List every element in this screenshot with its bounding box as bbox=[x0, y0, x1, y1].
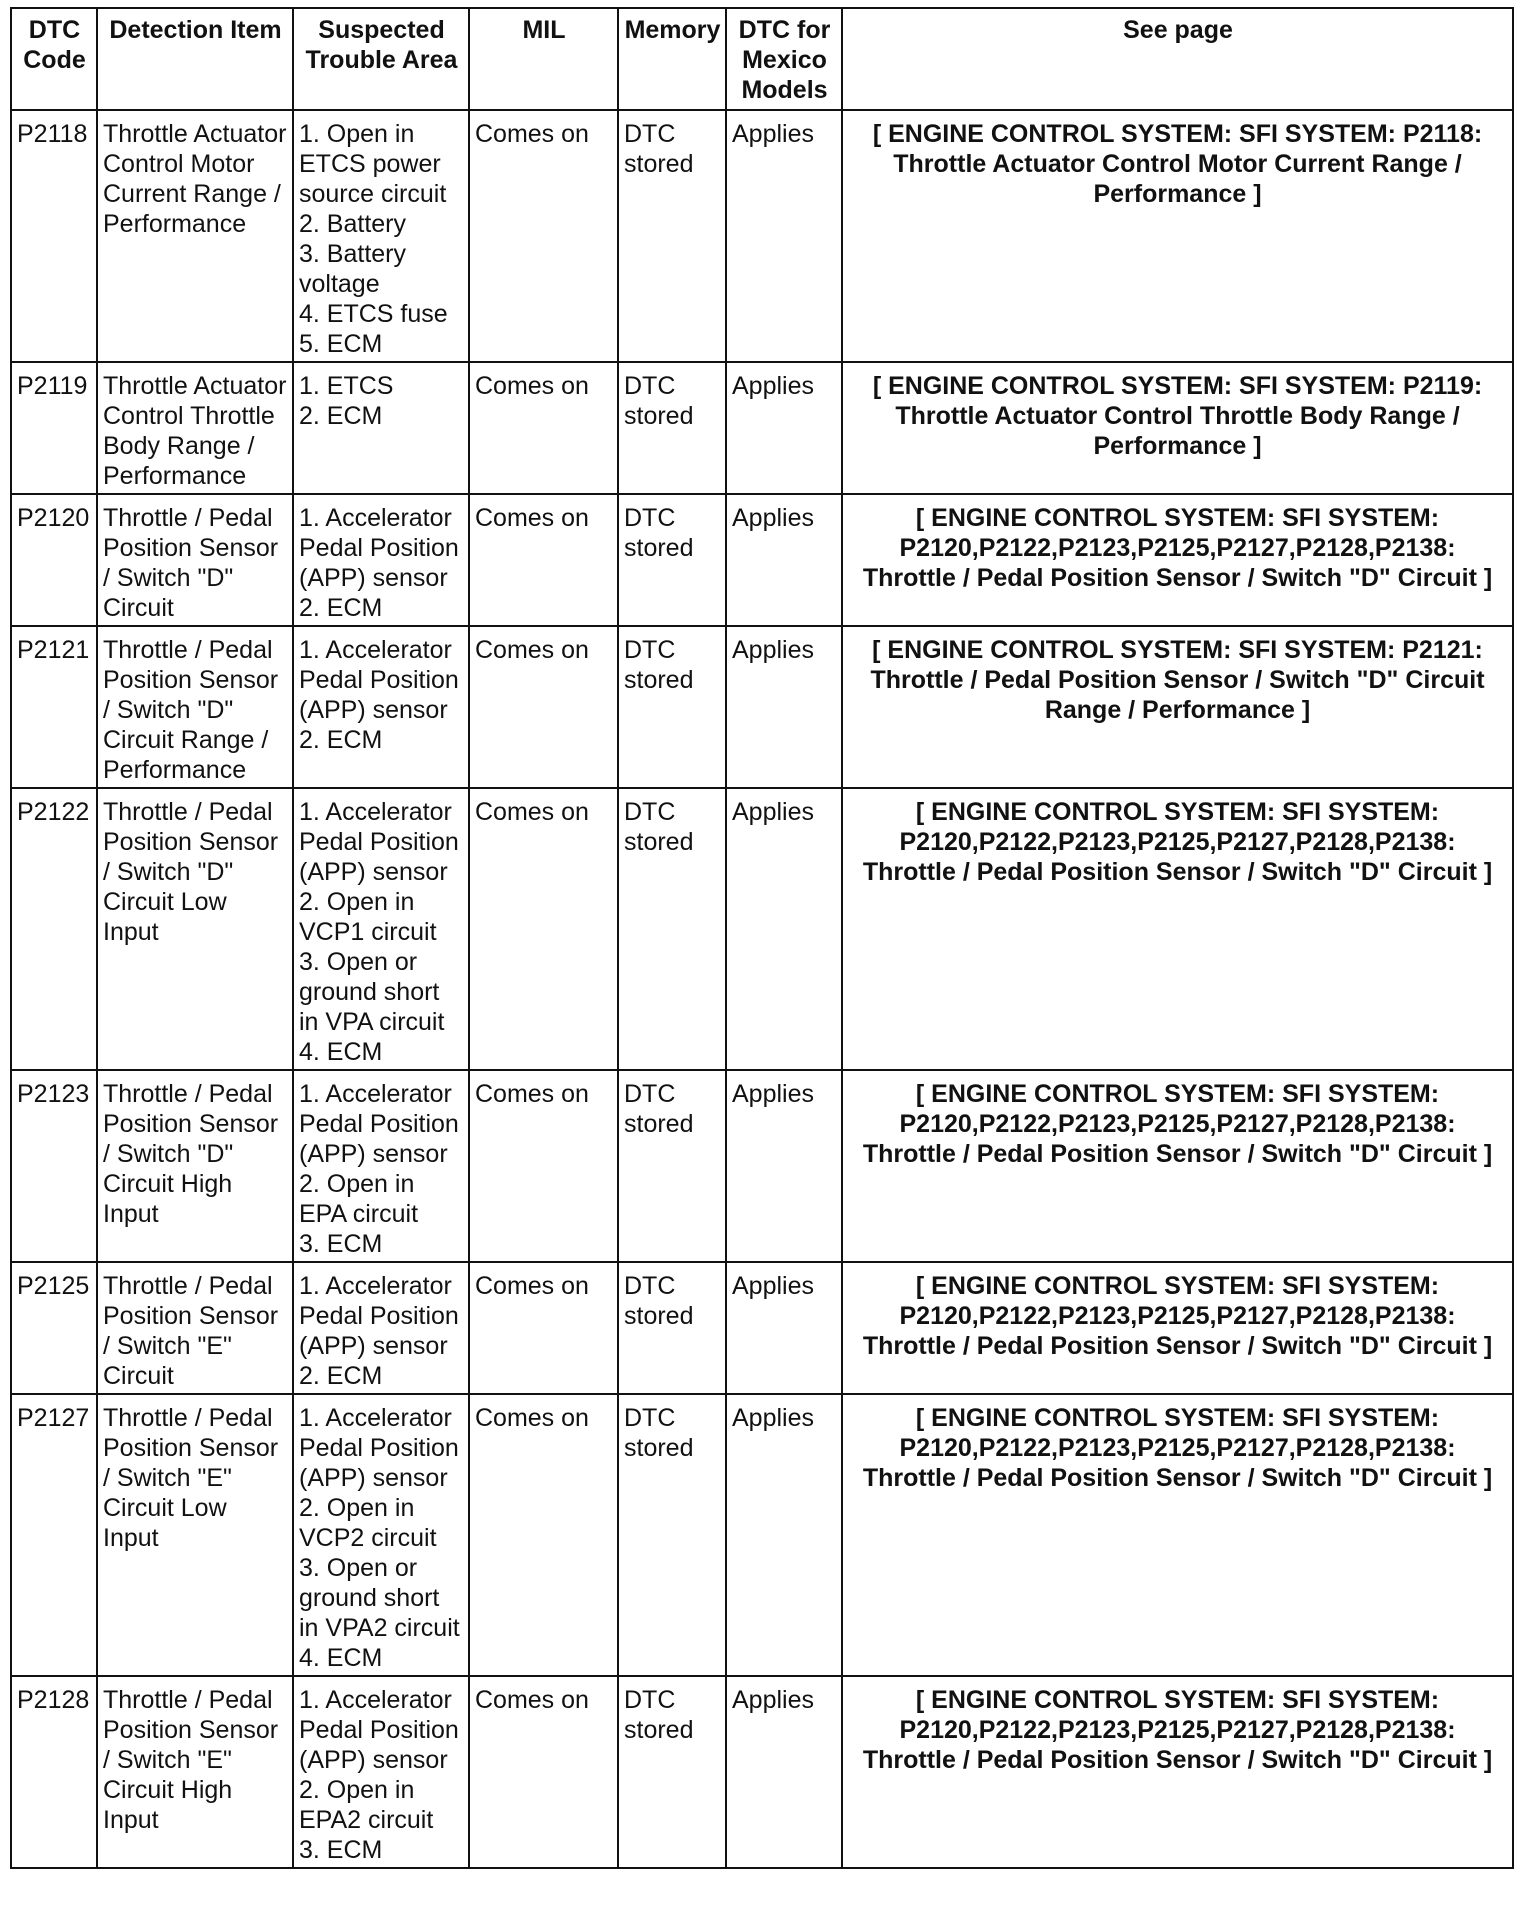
mil-cell: Comes on bbox=[469, 494, 618, 626]
mil-cell: Comes on bbox=[469, 788, 618, 1070]
trouble-area-line: 2. Open in VCP2 circuit bbox=[299, 1494, 437, 1552]
header-detection-item: Detection Item bbox=[97, 8, 293, 110]
see-page-cell bbox=[842, 788, 1513, 1070]
table-row bbox=[11, 1394, 1513, 1676]
dtc-code-cell: P2121 bbox=[11, 626, 97, 788]
see-page-cell bbox=[842, 110, 1513, 362]
dtc-code-cell: P2125 bbox=[11, 1262, 97, 1394]
dtc-code-cell: P2128 bbox=[11, 1676, 97, 1868]
mil-cell: Comes on bbox=[469, 626, 618, 788]
see-page-cell bbox=[842, 362, 1513, 494]
mil-cell: Comes on bbox=[469, 110, 618, 362]
see-page-link[interactable]: [ ENGINE CONTROL SYSTEM: SFI SYSTEM: P2120,P2122,P2123,P2125,P2127,P2128,P2138: Throttle / Pedal Position Sensor / Switch "D" Circuit ] bbox=[862, 1404, 1493, 1492]
dtc-code-cell: P2127 bbox=[11, 1394, 97, 1676]
dtc-mexico-cell: Applies bbox=[726, 362, 842, 494]
suspected-trouble-area-cell bbox=[293, 110, 469, 362]
dtc-code-cell: P2122 bbox=[11, 788, 97, 1070]
dtc-code-cell: P2123 bbox=[11, 1070, 97, 1262]
see-page-link[interactable]: [ ENGINE CONTROL SYSTEM: SFI SYSTEM: P2118: Throttle Actuator Control Motor Current Range / Performance ] bbox=[872, 120, 1483, 208]
detection-item-cell: Throttle / Pedal Position Sensor / Switch "D" Circuit High Input bbox=[97, 1070, 293, 1262]
suspected-trouble-area-cell bbox=[293, 626, 469, 788]
header-dtc-mexico: DTC for Mexico Models bbox=[726, 8, 842, 110]
table-row bbox=[11, 1262, 1513, 1394]
trouble-area-line: 1. Accelerator Pedal Position (APP) sensor bbox=[299, 1272, 459, 1360]
see-page-cell bbox=[842, 626, 1513, 788]
dtc-mexico-cell: Applies bbox=[726, 110, 842, 362]
table-row bbox=[11, 1070, 1513, 1262]
trouble-area-line: 2. Open in EPA circuit bbox=[299, 1170, 419, 1228]
trouble-area-line: 3. ECM bbox=[299, 1230, 383, 1258]
memory-cell: DTC stored bbox=[618, 1676, 726, 1868]
memory-cell: DTC stored bbox=[618, 494, 726, 626]
suspected-trouble-area-cell bbox=[293, 1262, 469, 1394]
suspected-trouble-area-cell bbox=[293, 1394, 469, 1676]
suspected-trouble-area-cell bbox=[293, 1676, 469, 1868]
see-page-link[interactable]: [ ENGINE CONTROL SYSTEM: SFI SYSTEM: P2120,P2122,P2123,P2125,P2127,P2128,P2138: Throttle / Pedal Position Sensor / Switch "D" Circuit ] bbox=[862, 1080, 1493, 1168]
dtc-code-cell: P2120 bbox=[11, 494, 97, 626]
trouble-area-line: 3. Open or ground short in VPA circuit bbox=[299, 948, 445, 1036]
dtc-table bbox=[10, 7, 1514, 1869]
trouble-area-line: 1. Accelerator Pedal Position (APP) sensor bbox=[299, 798, 459, 886]
see-page-link[interactable]: [ ENGINE CONTROL SYSTEM: SFI SYSTEM: P2121: Throttle / Pedal Position Sensor / Switch "D" Circuit Range / Performance ] bbox=[870, 636, 1485, 724]
detection-item-cell: Throttle / Pedal Position Sensor / Switch "D" Circuit Range / Performance bbox=[97, 626, 293, 788]
trouble-area-line: 3. Battery voltage bbox=[299, 240, 406, 298]
detection-item-cell: Throttle Actuator Control Motor Current Range / Performance bbox=[97, 110, 293, 362]
mil-cell: Comes on bbox=[469, 1262, 618, 1394]
see-page-link[interactable]: [ ENGINE CONTROL SYSTEM: SFI SYSTEM: P2120,P2122,P2123,P2125,P2127,P2128,P2138: Throttle / Pedal Position Sensor / Switch "D" Circuit ] bbox=[862, 1272, 1493, 1360]
dtc-mexico-cell: Applies bbox=[726, 1070, 842, 1262]
memory-cell: DTC stored bbox=[618, 362, 726, 494]
dtc-mexico-cell: Applies bbox=[726, 1262, 842, 1394]
see-page-link[interactable]: [ ENGINE CONTROL SYSTEM: SFI SYSTEM: P2120,P2122,P2123,P2125,P2127,P2128,P2138: Throttle / Pedal Position Sensor / Switch "D" Circuit ] bbox=[862, 504, 1493, 592]
see-page-cell bbox=[842, 1262, 1513, 1394]
dtc-mexico-cell: Applies bbox=[726, 494, 842, 626]
detection-item-cell: Throttle / Pedal Position Sensor / Switch "E" Circuit bbox=[97, 1262, 293, 1394]
trouble-area-line: 5. ECM bbox=[299, 330, 383, 358]
memory-cell: DTC stored bbox=[618, 1394, 726, 1676]
trouble-area-line: 2. ECM bbox=[299, 594, 383, 622]
see-page-link[interactable]: [ ENGINE CONTROL SYSTEM: SFI SYSTEM: P2119: Throttle Actuator Control Throttle Body Range / Performance ] bbox=[872, 372, 1483, 460]
header-suspected-trouble-area: Suspected Trouble Area bbox=[293, 8, 469, 110]
mil-cell: Comes on bbox=[469, 1394, 618, 1676]
table-row bbox=[11, 626, 1513, 788]
dtc-code-cell: P2119 bbox=[11, 362, 97, 494]
header-see-page: See page bbox=[842, 8, 1513, 110]
memory-cell: DTC stored bbox=[618, 788, 726, 1070]
dtc-mexico-cell: Applies bbox=[726, 1676, 842, 1868]
trouble-area-line: 1. Accelerator Pedal Position (APP) sensor bbox=[299, 636, 459, 724]
trouble-area-line: 2. ECM bbox=[299, 726, 383, 754]
mil-cell: Comes on bbox=[469, 1676, 618, 1868]
memory-cell: DTC stored bbox=[618, 1262, 726, 1394]
detection-item-cell: Throttle / Pedal Position Sensor / Switch "E" Circuit Low Input bbox=[97, 1394, 293, 1676]
suspected-trouble-area-cell bbox=[293, 494, 469, 626]
trouble-area-line: 2. Battery bbox=[299, 210, 406, 238]
see-page-link[interactable]: [ ENGINE CONTROL SYSTEM: SFI SYSTEM: P2120,P2122,P2123,P2125,P2127,P2128,P2138: Throttle / Pedal Position Sensor / Switch "D" Circuit ] bbox=[862, 798, 1493, 886]
header-dtc-code: DTC Code bbox=[11, 8, 97, 110]
dtc-mexico-cell: Applies bbox=[726, 788, 842, 1070]
trouble-area-line: 2. Open in VCP1 circuit bbox=[299, 888, 437, 946]
table-row bbox=[11, 110, 1513, 362]
table-row bbox=[11, 788, 1513, 1070]
trouble-area-line: 1. Accelerator Pedal Position (APP) sensor bbox=[299, 504, 459, 592]
detection-item-cell: Throttle Actuator Control Throttle Body Range / Performance bbox=[97, 362, 293, 494]
suspected-trouble-area-cell bbox=[293, 362, 469, 494]
see-page-cell bbox=[842, 494, 1513, 626]
trouble-area-line: 1. Accelerator Pedal Position (APP) sensor bbox=[299, 1080, 459, 1168]
memory-cell: DTC stored bbox=[618, 1070, 726, 1262]
memory-cell: DTC stored bbox=[618, 110, 726, 362]
trouble-area-line: 2. Open in EPA2 circuit bbox=[299, 1776, 434, 1834]
dtc-code-cell: P2118 bbox=[11, 110, 97, 362]
see-page-cell bbox=[842, 1676, 1513, 1868]
table-row bbox=[11, 494, 1513, 626]
trouble-area-line: 3. Open or ground short in VPA2 circuit bbox=[299, 1554, 460, 1642]
detection-item-cell: Throttle / Pedal Position Sensor / Switch "D" Circuit Low Input bbox=[97, 788, 293, 1070]
trouble-area-line: 4. ETCS fuse bbox=[299, 300, 448, 328]
see-page-cell bbox=[842, 1394, 1513, 1676]
table-row bbox=[11, 1676, 1513, 1868]
detection-item-cell: Throttle / Pedal Position Sensor / Switch "D" Circuit bbox=[97, 494, 293, 626]
header-row bbox=[11, 8, 1513, 110]
trouble-area-line: 4. ECM bbox=[299, 1644, 383, 1672]
trouble-area-line: 1. ETCS bbox=[299, 372, 394, 400]
trouble-area-line: 4. ECM bbox=[299, 1038, 383, 1066]
trouble-area-line: 1. Accelerator Pedal Position (APP) sensor bbox=[299, 1686, 459, 1774]
table-row bbox=[11, 362, 1513, 494]
header-memory: Memory bbox=[618, 8, 726, 110]
memory-cell: DTC stored bbox=[618, 626, 726, 788]
trouble-area-line: 1. Open in ETCS power source circuit bbox=[299, 120, 447, 208]
trouble-area-line: 2. ECM bbox=[299, 1362, 383, 1390]
see-page-link[interactable]: [ ENGINE CONTROL SYSTEM: SFI SYSTEM: P2120,P2122,P2123,P2125,P2127,P2128,P2138: Throttle / Pedal Position Sensor / Switch "D" Circuit ] bbox=[862, 1686, 1493, 1774]
trouble-area-line: 2. ECM bbox=[299, 402, 383, 430]
mil-cell: Comes on bbox=[469, 1070, 618, 1262]
suspected-trouble-area-cell bbox=[293, 788, 469, 1070]
see-page-cell bbox=[842, 1070, 1513, 1262]
suspected-trouble-area-cell bbox=[293, 1070, 469, 1262]
dtc-mexico-cell: Applies bbox=[726, 1394, 842, 1676]
trouble-area-line: 1. Accelerator Pedal Position (APP) sensor bbox=[299, 1404, 459, 1492]
trouble-area-line: 3. ECM bbox=[299, 1836, 383, 1864]
detection-item-cell: Throttle / Pedal Position Sensor / Switch "E" Circuit High Input bbox=[97, 1676, 293, 1868]
header-mil: MIL bbox=[469, 8, 618, 110]
dtc-mexico-cell: Applies bbox=[726, 626, 842, 788]
mil-cell: Comes on bbox=[469, 362, 618, 494]
